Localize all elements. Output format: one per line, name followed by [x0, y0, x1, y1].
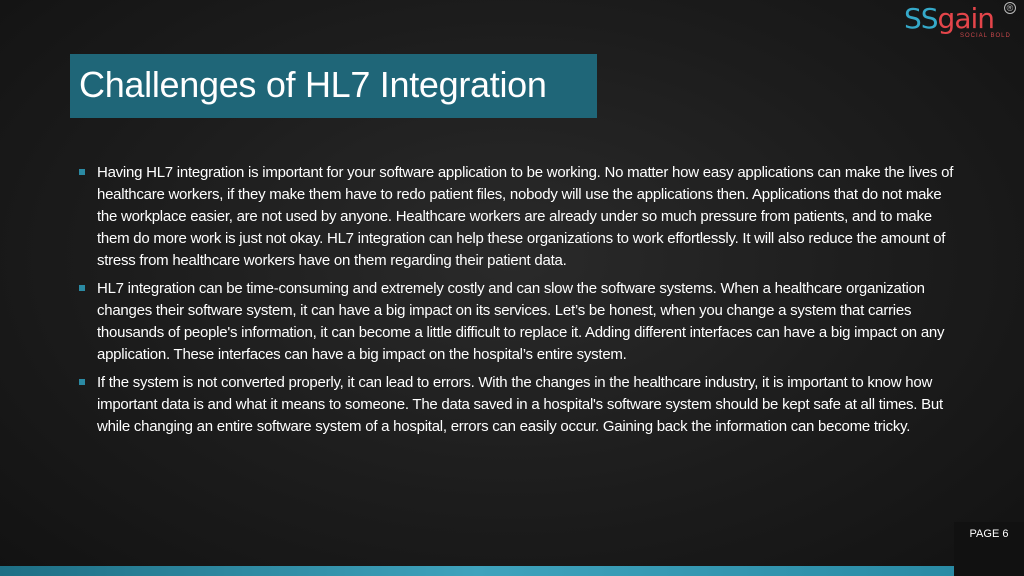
bullet-text: If the system is not converted properly, it can lead to errors. With the changes in the healthcare industry, it is important to know how important data is and what it means to someone. The data saved in a hospital's software system should be kept safe at all times. But while changing an entire software system of a hospital, errors can easily occur. Gaining back the information can become tricky.	[97, 374, 943, 435]
page-number-box	[954, 522, 1024, 576]
bullet-item	[78, 278, 958, 366]
bullet-item	[78, 372, 958, 438]
bottom-accent-bar	[0, 566, 954, 576]
bullet-item	[78, 162, 958, 272]
bullet-text: Having HL7 integration is important for your software application to be working. No matter how easy applications can make the lives of healthcare workers, if they make them have to redo patient files, nobody will use the applications then. Applications that do not make the workplace easier, are not used by anyone. Healthcare workers are already under so much pressure from patients, and to make them do more work is just not okay. HL7 integration can help these organizations to work effortlessly. It will also reduce the amount of stress from healthcare workers have on them regarding their patient data.	[97, 164, 954, 269]
logo-wordmark	[904, 2, 994, 36]
registered-mark: ®	[1004, 2, 1016, 14]
company-logo	[904, 2, 1016, 44]
logo-ss-text: SS	[904, 2, 938, 35]
logo-gain-text: gain	[937, 2, 995, 35]
square-bullet-icon	[79, 379, 85, 385]
title-banner	[70, 54, 597, 118]
page-number: PAGE 6	[969, 528, 1009, 540]
bullet-text: HL7 integration can be time-consuming and extremely costly and can slow the software systems. When a healthcare organization changes their software system, it can have a big impact on its services. Let’s be honest, when you change a system that carries thousands of people's information, it can become a little difficult to replace it. Adding different interfaces can have a big impact on any application. These interfaces can have a big impact on the hospital’s entire system.	[97, 280, 945, 363]
bullet-list	[78, 162, 958, 444]
square-bullet-icon	[79, 169, 85, 175]
logo-tagline: SOCIAL BOLD	[960, 33, 1011, 39]
slide-title: Challenges of HL7 Integration	[79, 64, 547, 105]
square-bullet-icon	[79, 285, 85, 291]
